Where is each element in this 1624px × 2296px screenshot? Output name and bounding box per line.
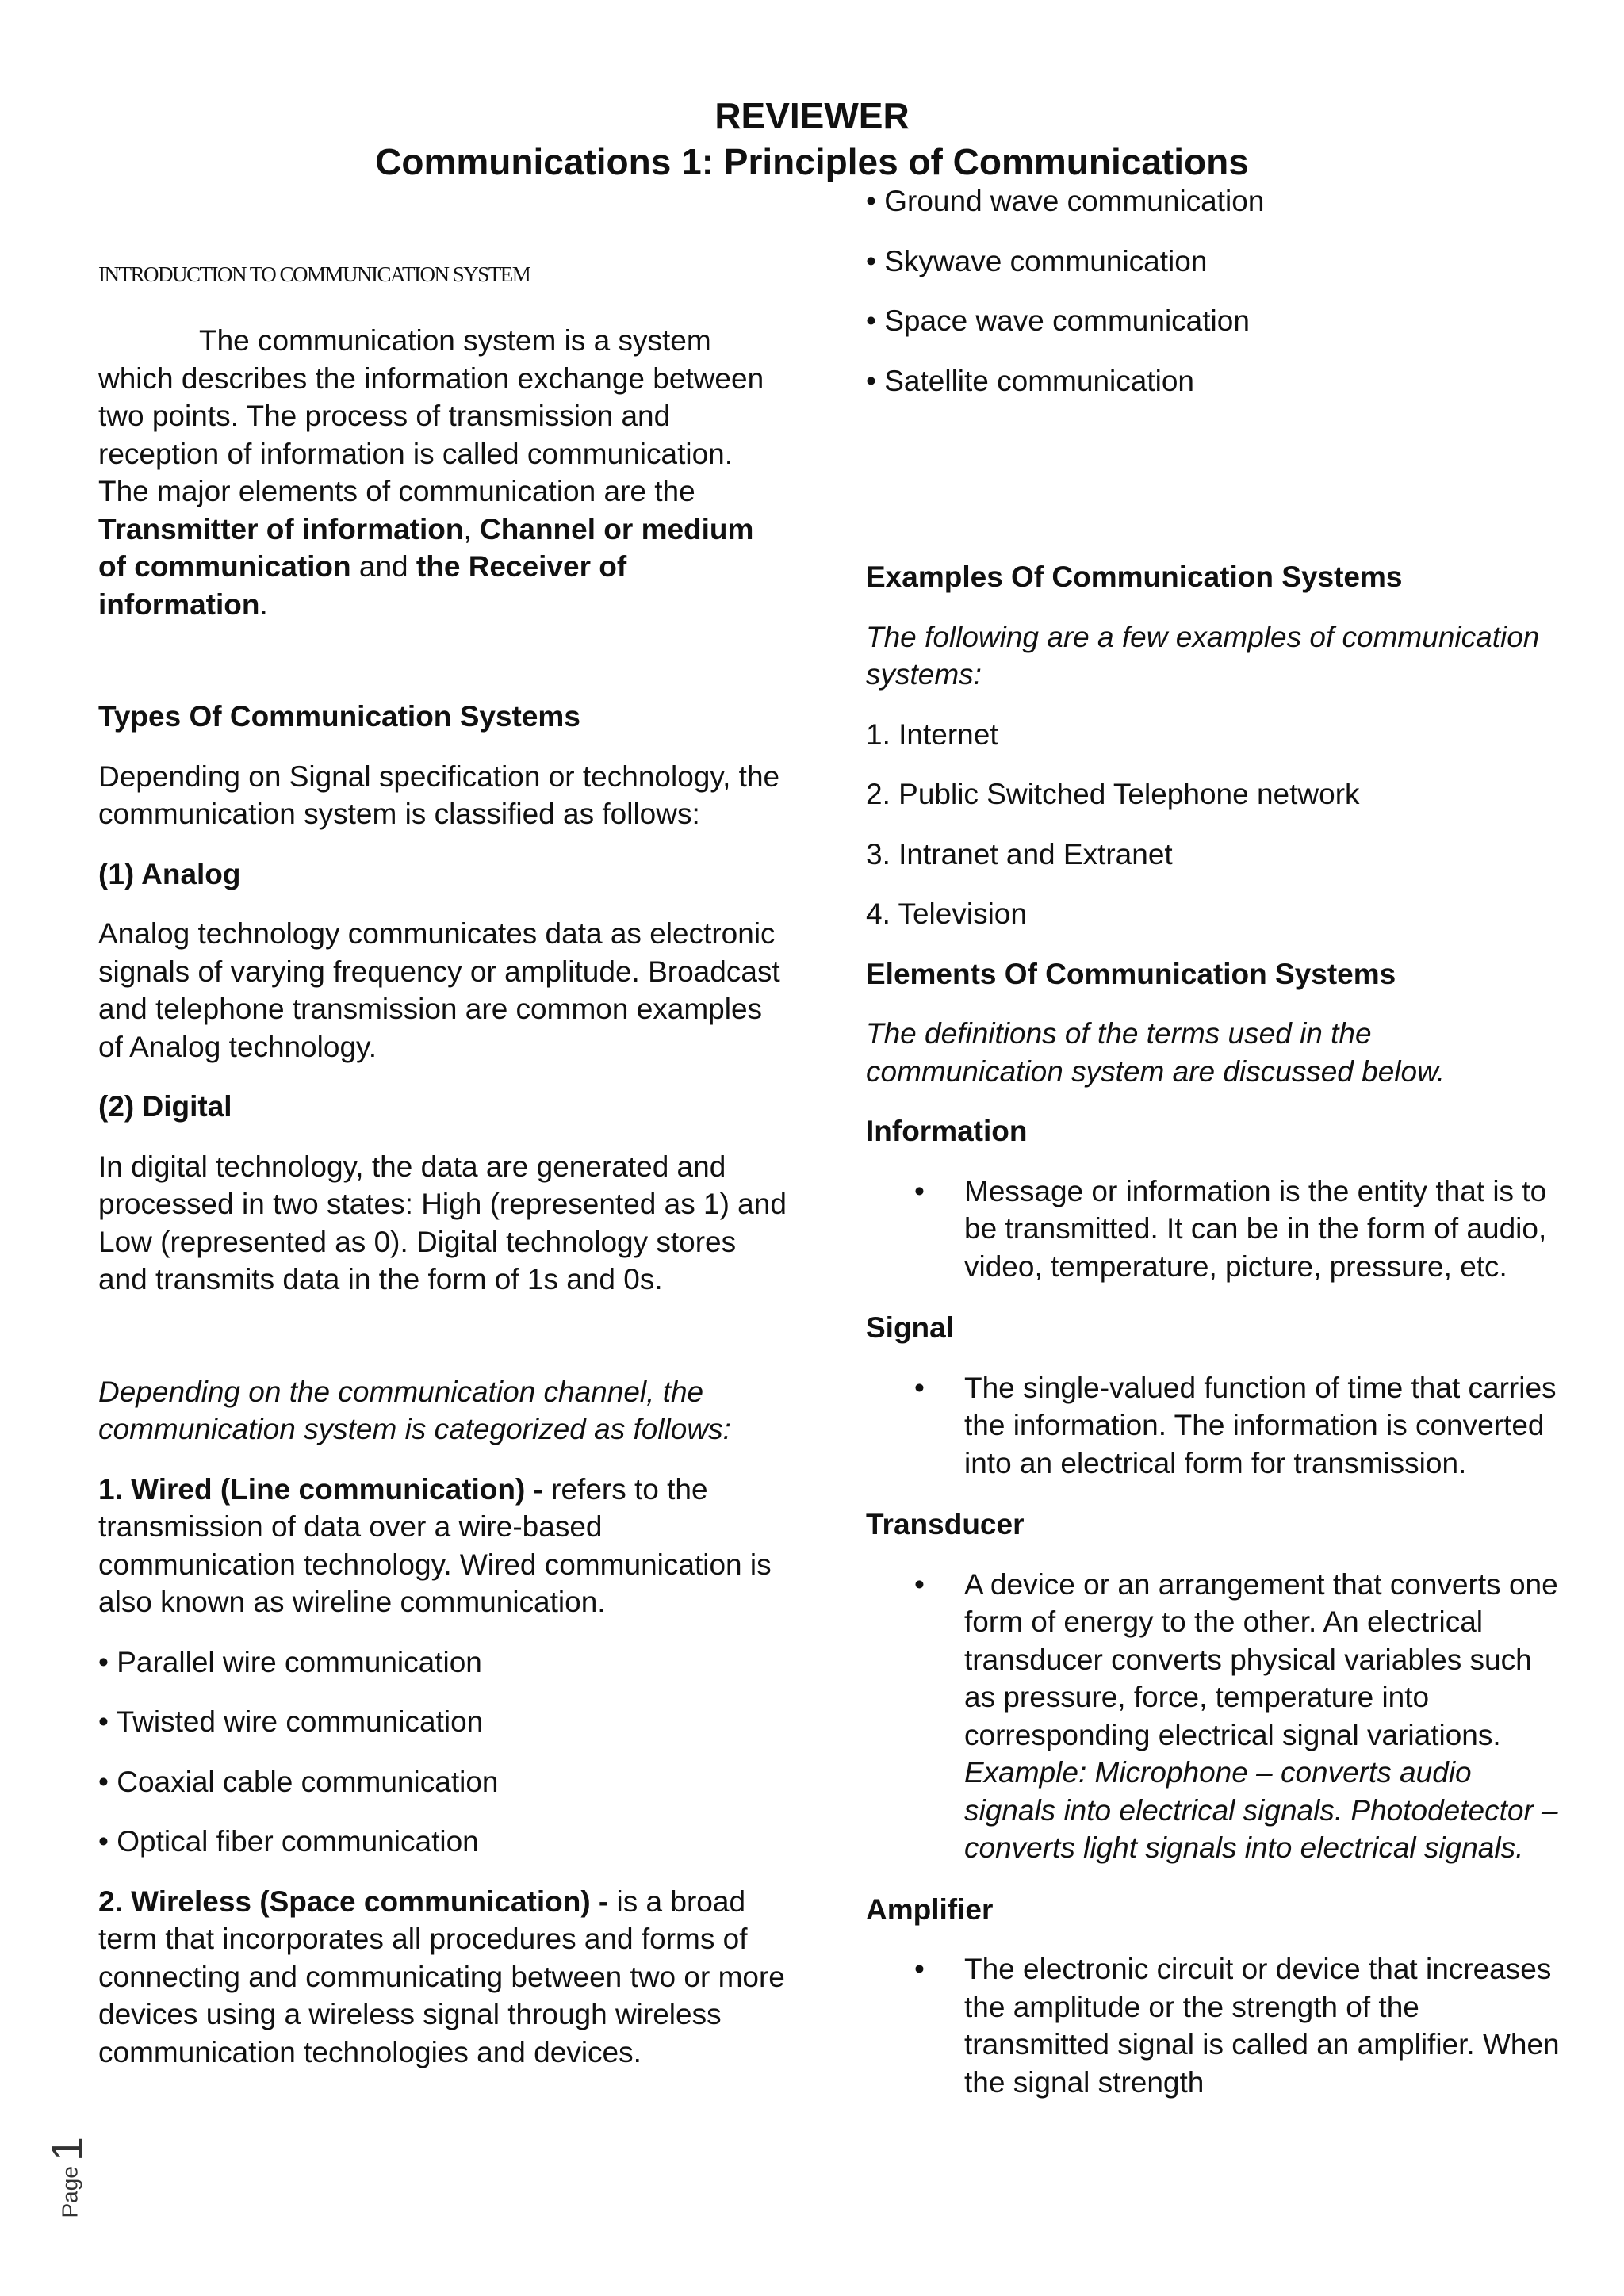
examples-intro: The following are a few examples of communication systems: — [866, 620, 1540, 691]
elements-heading: Elements Of Communication Systems — [866, 957, 1396, 990]
wired-item: • Optical fiber communication — [98, 1825, 479, 1858]
digital-text: In digital technology, the data are generated and processed in two states: High (represented as 1) and Low (represented as 0). Digital technology stores and transmits data in the form of 1s and 0s. — [98, 1150, 787, 1295]
types-intro: Depending on Signal specification or technology, the communication system is classified as follows: — [98, 760, 780, 830]
channel-term: Channel or medium of communication — [98, 512, 754, 583]
right-column — [866, 182, 1564, 2125]
document-title: REVIEWER — [714, 95, 910, 136]
receiver-term: the Receiver of information — [98, 550, 627, 621]
analog-text: Analog technology communicates data as electronic signals of varying frequency or amplitude. Broadcast and telephone transmission are common examples of Analog technology. — [98, 917, 780, 1063]
wired-item: • Coaxial cable communication — [98, 1765, 499, 1798]
intro-paragraph: The communication system is a system which describes the information exchange between two points. The process of transmission and reception of information is called communication. The major elements of communication are the Transmitter of information, Channel or medium of communication and the Receiver of information. — [98, 324, 764, 621]
example-item: 1. Internet — [866, 718, 998, 751]
examples-heading: Examples Of Communication Systems — [866, 561, 1403, 593]
transducer-bullet: • A device or an arrangement that converts one form of energy to the other. An electrical transducer converts physical variables such as pressure, force, temperature into corresponding electrical signal variations. Example: Microphone – converts audio signals into electrical signals. Photodetector – converts light signals into electrical signals. — [866, 1566, 1564, 1867]
example-item: 2. Public Switched Telephone network — [866, 778, 1360, 810]
signal-list — [866, 1369, 1564, 1483]
wireless-label: 2. Wireless (Space communication) - — [98, 1885, 609, 1918]
channel-intro: Depending on the communication channel, the communication system is categorized as follows: — [98, 1375, 731, 1445]
wireless-item: • Space wave communication — [866, 304, 1250, 337]
analog-heading: (1) Analog — [98, 857, 241, 890]
amplifier-bullet: • The electronic circuit or device that increases the amplitude or the strength of the transmitted signal is called an amplifier. When the signal strength — [866, 1950, 1564, 2101]
wireless-item: • Satellite communication — [866, 364, 1194, 397]
wired-paragraph: 1. Wired (Line communication) - refers to the transmission of data over a wire-based communication technology. Wired communication is also known as wireline communication. — [98, 1472, 772, 1618]
page-number — [41, 2113, 92, 2218]
information-heading: Information — [866, 1115, 1028, 1147]
signal-bullet: • The single-valued function of time that carries the information. The information is converted into an electrical form for transmission. — [866, 1369, 1564, 1483]
transducer-heading: Transducer — [866, 1508, 1025, 1540]
amplifier-heading: Amplifier — [866, 1892, 994, 1926]
intro-heading: INTRODUCTION TO COMMUNICATION SYSTEM — [98, 262, 530, 286]
signal-heading: Signal — [866, 1311, 955, 1344]
information-list — [866, 1173, 1564, 1286]
digital-heading: (2) Digital — [98, 1090, 232, 1123]
wired-item: • Twisted wire communication — [98, 1705, 484, 1738]
transducer-list — [866, 1566, 1564, 1867]
information-bullet: • Message or information is the entity that is to be transmitted. It can be in the form of audio, video, temperature, picture, pressure, etc. — [866, 1173, 1564, 1286]
page-number-value: 1 — [41, 2136, 92, 2162]
wireless-item: • Ground wave communication — [866, 185, 1265, 217]
page-label: Page — [57, 2166, 82, 2218]
document-subtitle: Communications 1: Principles of Communications — [375, 141, 1249, 182]
wired-item: • Parallel wire communication — [98, 1645, 482, 1678]
example-item: 3. Intranet and Extranet — [866, 837, 1173, 871]
example-item: 4. Television — [866, 897, 1027, 930]
left-column — [98, 179, 788, 2093]
wireless-item: • Skywave communication — [866, 244, 1208, 277]
wired-label: 1. Wired (Line communication) - — [98, 1472, 543, 1506]
amplifier-list — [866, 1950, 1564, 2101]
types-heading: Types Of Communication Systems — [98, 700, 580, 733]
wireless-paragraph: 2. Wireless (Space communication) - is a broad term that incorporates all procedures and forms of connecting and communicating between two or more devices using a wireless signal through wireless communication technologies and devices. — [98, 1885, 785, 2068]
transmitter-term: Transmitter of information — [98, 512, 464, 545]
elements-intro: The definitions of the terms used in the communication system are discussed below. — [866, 1017, 1446, 1088]
transducer-example: Example: Microphone – converts audio signals into electrical signals. Photodetector – converts light signals into electrical signals. — [964, 1756, 1558, 1864]
